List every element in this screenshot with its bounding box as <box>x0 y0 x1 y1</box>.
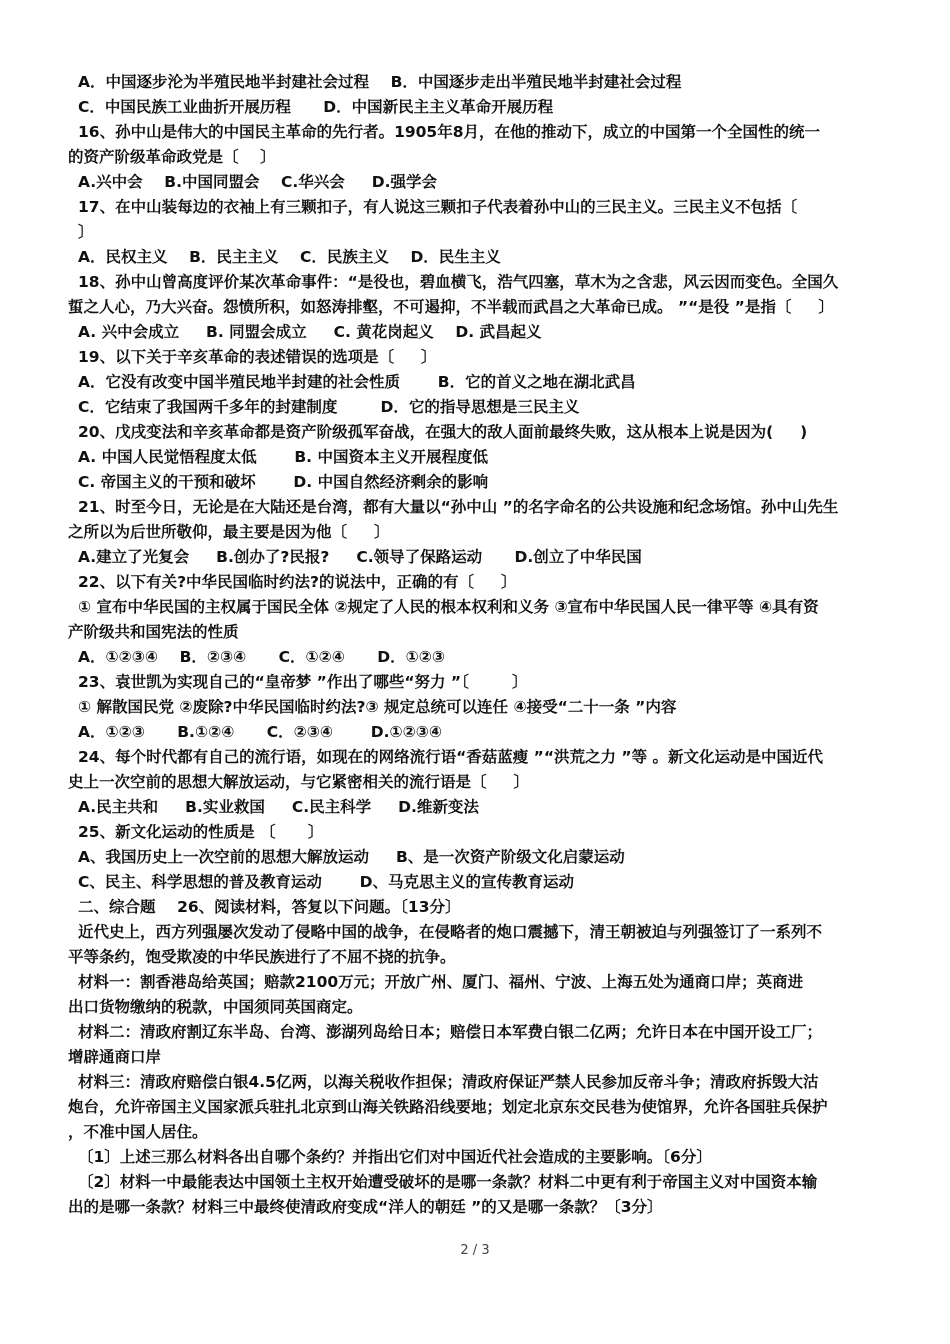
text-line: 材料二：清政府割辽东半岛、台湾、澎湖列岛给日本；赔偿日本军费白银二亿两；允许日本在中国开设工厂； <box>78 1023 823 1041</box>
text-line: A.建立了光复会 B.创办了?民报? C.领导了保路运动 D.创立了中华民国 <box>78 548 642 566</box>
text-line: 产阶级共和国宪法的性质 <box>68 623 239 641</box>
text-line: 23、袁世凯为实现自己的“皇帝梦 ”作出了哪些“努力 ”〔 〕 <box>78 673 528 691</box>
text-line: 出的是哪一条款？材料三中最终使清政府变成“洋人的朝廷 ”的又是哪一条款？〔3分〕 <box>68 1198 663 1216</box>
text-line: 平等条约，饱受欺凌的中华民族进行了不屈不挠的抗争。 <box>68 948 456 966</box>
text-line: C. 帝国主义的干预和破坏 D. 中国自然经济剩余的影响 <box>78 473 489 491</box>
text-line: ① 宣布中华民国的主权属于国民全体 ②规定了人民的根本权利和义务 ③宣布中华民国人民一律平等 ④具有资 <box>78 598 819 616</box>
text-line: C、民主、科学思想的普及教育运动 D、马克思主义的宣传教育运动 <box>78 873 575 891</box>
text-line: 〔1〕上述三那么材料各出自哪个条约？并指出它们对中国近代社会造成的主要影响。〔6分〕 <box>78 1148 712 1166</box>
text-line: 24、每个时代都有自己的流行语，如现在的网络流行语“香菇蓝瘦 ”“洪荒之力 ”等 。新文化运动是中国近代 <box>78 748 824 766</box>
text-line: 蜇之人心，乃大兴奋。怨愤所积，如怒涛排壑，不可遏抑，不半载而武昌之大革命已成。 ”“是役 ”是指〔 〕 <box>68 298 834 316</box>
text-line: 近代史上，西方列强屡次发动了侵略中国的战争，在侵略者的炮口震撼下，清王朝被迫与列强签订了一系列不 <box>78 923 823 941</box>
page-number: 2 / 3 <box>460 1243 490 1258</box>
text-line: 17、在中山装每边的衣袖上有三颗扣子，有人说这三颗扣子代表着孙中山的三民主义。三民主义不包括〔 <box>78 198 798 216</box>
text-line: 20、戊戌变法和辛亥革命都是资产阶级孤军奋战，在强大的敌人面前最终失败，这从根本上说是因为( ) <box>78 423 808 441</box>
text-line: 材料一：割香港岛给英国；赔款2100万元；开放广州、厦门、福州、宁波、上海五处为通商口岸；英商进 <box>78 973 804 991</box>
text-line: 出口货物缴纳的税款，中国须同英国商定。 <box>68 998 363 1016</box>
text-line: 〕 <box>78 223 94 241</box>
text-line: 19、以下关于辛亥革命的表述错误的选项是〔 〕 <box>78 348 437 366</box>
text-line: ① 解散国民党 ②废除?中华民国临时约法?③ 规定总统可以连任 ④接受“二十一条 ”内容 <box>78 698 677 716</box>
text-line: 增辟通商口岸 <box>68 1048 162 1066</box>
text-line: 〔2〕材料一中最能表达中国领土主权开始遭受破坏的是哪一条款？材料二中更有利于帝国主义对中国资本输 <box>78 1173 818 1191</box>
text-line: A. 中国人民觉悟程度太低 B. 中国资本主义开展程度低 <box>78 448 488 466</box>
text-line: 16、孙中山是伟大的中国民主革命的先行者。1905年8月，在他的推动下，成立的中国第一个全国性的统一 <box>78 123 820 141</box>
text-line: A.民主共和 B.实业救国 C.民主科学 D.维新变法 <box>78 798 479 816</box>
text-line: ，不准中国人居住。 <box>68 1123 208 1141</box>
text-line: A．中国逐步沦为半殖民地半封建社会过程 B．中国逐步走出半殖民地半封建社会过程 <box>78 73 682 91</box>
text-line: 18、孙中山曾高度评价某次革命事件：“是役也，碧血横飞，浩气四塞，草木为之含悲，风云因而变色。全国久 <box>78 273 839 291</box>
document-body <box>68 70 886 1220</box>
text-line: A. 兴中会成立 B. 同盟会成立 C. 黄花岗起义 D. 武昌起义 <box>78 323 542 341</box>
text-line: C．中国民族工业曲折开展历程 D．中国新民主主义革命开展历程 <box>78 98 554 116</box>
text-line: 的资产阶级革命政党是〔 〕 <box>68 148 276 166</box>
text-line: A．①②③④ B．②③④ C．①②④ D．①②③ <box>78 648 445 666</box>
text-line: A．①②③ B.①②④ C．②③④ D.①②③④ <box>78 723 442 741</box>
text-line: 史上一次空前的思想大解放运动，与它紧密相关的流行语是〔 〕 <box>68 773 529 791</box>
text-line: 21、时至今日，无论是在大陆还是台湾，都有大量以“孙中山 ”的名字命名的公共设施和纪念场馆。孙中山先生 <box>78 498 839 516</box>
text-line: A．民权主义 B．民主主义 C．民族主义 D．民生主义 <box>78 248 501 266</box>
text-line: 炮台，允许帝国主义国家派兵驻扎北京到山海关铁路沿线要地；划定北京东交民巷为使馆界，允许各国驻兵保护 <box>68 1098 828 1116</box>
text-line: 25、新文化运动的性质是 〔 〕 <box>78 823 324 841</box>
text-line: 材料三：清政府赔偿白银4.5亿两，以海关税收作担保；清政府保证严禁人民参加反帝斗争；清政府拆毁大沽 <box>78 1073 819 1091</box>
text-line: A．它没有改变中国半殖民地半封建的社会性质 B．它的首义之地在湖北武昌 <box>78 373 636 391</box>
text-line: 之所以为后世所敬仰，最主要是因为他〔 〕 <box>68 523 390 541</box>
text-line: C．它结束了我国两千多年的封建制度 D．它的指导思想是三民主义 <box>78 398 580 416</box>
text-line: A.兴中会 B.中国同盟会 C.华兴会 D.强学会 <box>78 173 438 191</box>
text-line: 22、以下有关?中华民国临时约法?的说法中，正确的有〔 〕 <box>78 573 517 591</box>
text-line: A、我国历史上一次空前的思想大解放运动 B、是一次资产阶级文化启蒙运动 <box>78 848 625 866</box>
text-line: 二、综合题 26、阅读材料，答复以下问题。〔13分〕 <box>78 898 461 916</box>
